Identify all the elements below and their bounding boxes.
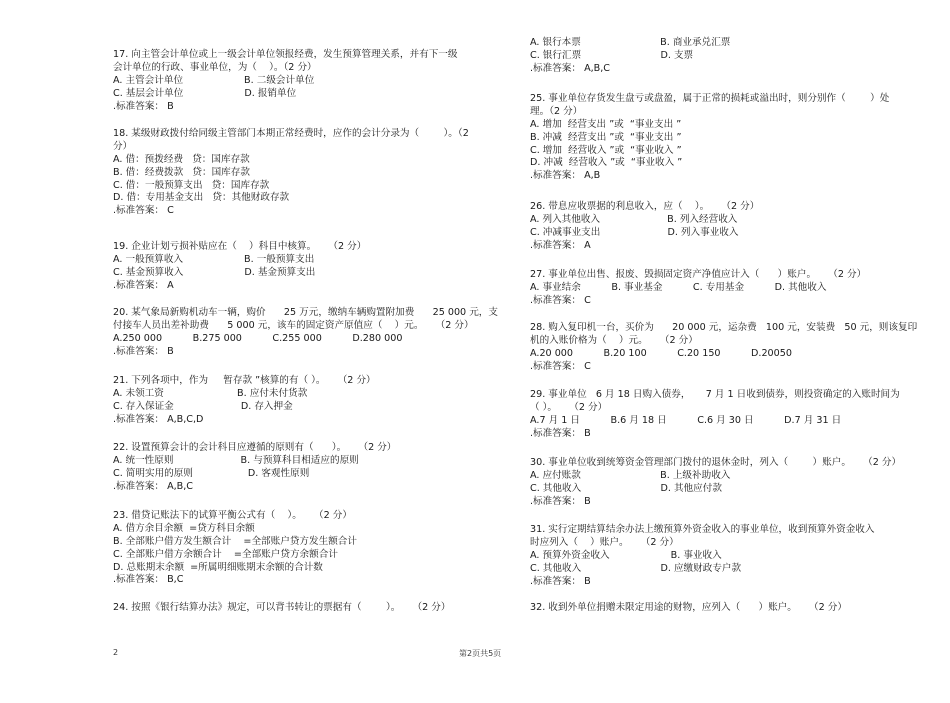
question-line: C. 简明实用的原则 D. 客观性原则: [113, 467, 310, 479]
question-line: .标准答案： B: [113, 345, 174, 357]
question-line: C. 银行汇票 D. 支票: [530, 49, 694, 61]
page-label: 第2页共5页: [459, 649, 502, 658]
question-block: [530, 524, 910, 588]
question-line: 23. 借贷记账法下的试算平衡公式有（ ）。 （2 分）: [113, 510, 352, 521]
question-line: 22. 设置预算会计的会计科目应遵循的原则有（ ）。 （2 分）: [113, 442, 397, 453]
question-line: 20. 某气象局新购机动车一辆，购价 25 万元，缴纳车辆购置附加费 25 000 元，支: [113, 307, 498, 318]
question-line: A.7 月 1 日 B.6 月 18 日 C.6 月 30 日 D.7 月 31 日: [530, 414, 842, 426]
question-line: B. 借：经费拨款 贷：国库存款: [113, 166, 250, 178]
question-block: [113, 602, 491, 615]
question-line: 24. 按照《银行结算办法》规定，可以背书转让的票据有（ ）。 （2 分）: [113, 602, 451, 613]
question-line: 会计单位的行政、事业单位，为（ ）。（2 分）: [113, 61, 317, 73]
question-block: [113, 375, 491, 427]
question-line: D. 冲减 经营收入 ”或 “事业收入 ”: [530, 157, 683, 169]
question-line: B. 冲减 经营支出 ”或 “事业支出 ”: [530, 131, 682, 143]
question-block: [530, 602, 910, 615]
question-line: 26. 带息应收票据的利息收入，应（ ）。 （2 分）: [530, 201, 760, 212]
question-line: A. 银行本票 B. 商业承兑汇票: [530, 37, 731, 48]
question-line: 机的入账价格为（ ）元。 （2 分）: [530, 334, 698, 346]
question-line: .标准答案： B: [113, 100, 174, 112]
question-line: C. 基层会计单位 D. 报销单位: [113, 87, 297, 99]
question-line: 30. 事业单位收到统筹资金管理部门拨付的退休金时，列入（ ）账户。 （2 分）: [530, 457, 902, 468]
question-line: .标准答案： C: [113, 205, 174, 217]
question-block: [530, 37, 910, 76]
question-line: 27. 事业单位出售、报废、毁损固定资产净值应计入（ ）账户。 （2 分）: [530, 269, 867, 280]
question-line: 21. 下列各项中，作为 暂存款 ”核算的有（ ）。 （2 分）: [113, 375, 376, 386]
question-line: C. 借：一般预算支出 贷：国库存款: [113, 179, 270, 191]
question-line: .标准答案： A: [530, 239, 591, 251]
question-line: .标准答案： B: [530, 495, 591, 507]
question-line: 分）: [113, 140, 133, 152]
question-line: A. 列入其他收入 B. 列入经营收入: [530, 213, 738, 225]
question-line: 31. 实行定期结算结余办法上缴预算外资金收入的事业单位，收到预算外资金收入: [530, 524, 875, 535]
question-line: A. 预算外资金收入 B. 事业收入: [530, 549, 722, 561]
question-line: .标准答案： A: [113, 279, 174, 291]
question-block: [530, 457, 910, 509]
question-line: 17. 向主管会计单位或上一级会计单位领报经费，发生预算管理关系，并有下一级: [113, 49, 458, 60]
question-line: 时应列入（ ）账户。 （2 分）: [530, 536, 679, 548]
question-line: .标准答案： A,B,C: [530, 62, 611, 74]
question-line: 25. 事业单位存货发生盘亏或盘盈，属于正常的损耗或溢出时，则分别作（ ）处: [530, 93, 890, 104]
question-line: B. 全部账户借方发生额合计 =全部账户贷方发生额合计: [113, 535, 357, 547]
question-block: [113, 442, 491, 494]
question-line: A. 借：预拨经费 贷：国库存款: [113, 153, 250, 165]
question-line: A.250 000 B.275 000 C.255 000 D.280 000: [113, 332, 403, 344]
question-line: A. 事业结余 B. 事业基金 C. 专用基金 D. 其他收入: [530, 281, 827, 293]
question-line: D. 借：专用基金支出 贷：其他财政存款: [113, 192, 290, 204]
question-block: [530, 93, 910, 183]
question-line: D. 总账期末余额 =所属明细账期末余额的合计数: [113, 561, 323, 573]
question-block: [113, 307, 498, 359]
question-block: [113, 128, 491, 218]
question-block: [113, 49, 491, 113]
question-line: 18. 某级财政拨付给同级主管部门本期正常经费时，应作的会计分录为（ ）。（2: [113, 128, 469, 139]
question-line: C. 增加 经营收入 ”或 “事业收入 ”: [530, 144, 682, 156]
question-line: C. 基金预算收入 D. 基金预算支出: [113, 266, 316, 278]
question-block: [113, 241, 491, 293]
question-line: 28. 购入复印机一台，买价为 20 000 元，运杂费 100 元，安装费 50 元，则该复印: [530, 322, 918, 333]
question-line: 付接车人员出差补助费 5 000 元，该车的固定资产原值应（ ）元。 （2 分）: [113, 319, 474, 331]
question-line: .标准答案： A,B,C,D: [113, 413, 204, 425]
question-line: .标准答案： C: [530, 360, 591, 372]
question-line: 19. 企业计划亏损补贴应在（ ）科目中核算。 （2 分）: [113, 241, 367, 252]
question-line: .标准答案： C: [530, 294, 591, 306]
question-line: 理。（2 分）: [530, 105, 583, 117]
question-line: C. 冲减事业支出 D. 列入事业收入: [530, 226, 739, 238]
question-line: A.20 000 B.20 100 C.20 150 D.20050: [530, 347, 792, 359]
question-line: A. 增加 经营支出 ”或 “事业支出 ”: [530, 118, 682, 130]
page-number: 2: [113, 648, 119, 657]
question-block: [113, 510, 491, 587]
question-line: .标准答案： B,C: [113, 574, 184, 586]
question-line: A. 统一性原则 B. 与预算科目相适应的原则: [113, 454, 359, 466]
question-line: C. 其他收入 D. 应缴财政专户款: [530, 562, 742, 574]
question-line: A. 借方余目余额 =贷方科目余额: [113, 522, 255, 534]
question-line: 32. 收到外单位捐赠未限定用途的财物，应列入（ ）账户。 （2 分）: [530, 602, 847, 613]
question-line: C. 全部账户借方余额合计 =全部账户贷方余额合计: [113, 548, 338, 560]
question-block: [530, 201, 910, 253]
question-block: [530, 322, 918, 374]
question-line: .标准答案： B: [530, 575, 591, 587]
question-line: .标准答案： B: [530, 427, 591, 439]
question-block: [530, 269, 910, 308]
question-line: A. 应付账款 B. 上级补助收入: [530, 469, 731, 481]
question-line: （ ）。 （2 分）: [530, 401, 608, 413]
question-line: 29. 事业单位 6 月 18 日购入债券， 7 月 1 日收到债券，则投资确定的入账时间为: [530, 389, 900, 400]
question-line: A. 未领工资 B. 应付未付货款: [113, 387, 308, 399]
question-line: A. 一般预算收入 B. 一般预算支出: [113, 253, 315, 265]
question-line: .标准答案： A,B,C: [113, 480, 194, 492]
question-block: [530, 389, 910, 441]
question-line: C. 存入保证金 D. 存入押金: [113, 400, 293, 412]
question-line: A. 主管会计单位 B. 二级会计单位: [113, 74, 315, 86]
question-line: C. 其他收入 D. 其他应付款: [530, 482, 722, 494]
question-line: .标准答案： A,B: [530, 170, 601, 182]
